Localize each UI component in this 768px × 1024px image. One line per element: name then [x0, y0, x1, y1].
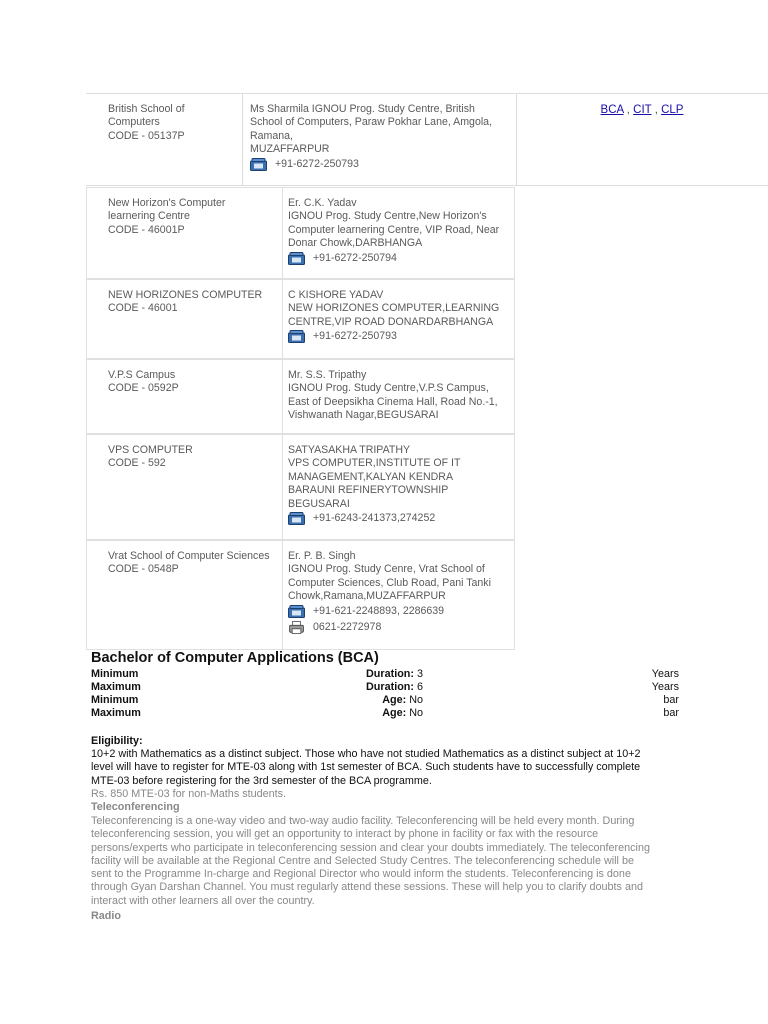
study-centre-row	[86, 359, 515, 434]
eligibility-heading: Eligibility:	[91, 735, 143, 747]
radio-heading: Radio	[91, 910, 121, 922]
phone-entry	[288, 605, 516, 618]
phone-number: +91-6243-241373,274252	[313, 512, 436, 525]
spec-unit: Years	[651, 668, 679, 680]
phone-number: +91-6272-250794	[313, 251, 397, 264]
spec-row	[91, 694, 679, 707]
study-centre-row	[86, 279, 515, 359]
telephone-icon	[288, 512, 305, 525]
centre-name-line: New Horizon's Computer	[108, 197, 226, 209]
programme-title: Bachelor of Computer Applications (BCA)	[91, 650, 379, 666]
address-line: MUZAFFARPUR	[250, 143, 330, 156]
telephone-icon	[288, 605, 305, 618]
address-line: BARAUNI REFINERYTOWNSHIP	[288, 484, 449, 497]
column-divider	[242, 94, 243, 185]
address-line: Computer learnering Centre, VIP Road, Near	[288, 223, 500, 236]
address-line: NEW HORIZONES COMPUTER,LEARNING	[288, 302, 500, 315]
address-line: MANAGEMENT,KALYAN KENDRA	[288, 470, 454, 483]
spec-value: No	[409, 694, 423, 706]
phone-entry	[288, 512, 516, 525]
address-line: CENTRE,VIP ROAD DONARDARBHANGA	[288, 315, 494, 328]
address-line: Er. P. B. Singh	[288, 550, 356, 562]
phone-entry	[288, 330, 516, 343]
column-divider	[282, 435, 283, 539]
fee-note: Rs. 850 MTE-03 for non-Maths students.	[91, 788, 287, 800]
fax-number: 0621-2272978	[313, 621, 382, 634]
telephone-icon	[250, 158, 267, 171]
spec-row	[91, 681, 679, 694]
spec-key: Duration:	[366, 668, 414, 680]
address-line: East of Deepsikha Cinema Hall, Road No.-1,	[288, 395, 498, 408]
address-line: IGNOU Prog. Study Cenre, Vrat School of	[288, 563, 485, 576]
column-divider	[282, 541, 283, 649]
address-line: Chowk,Ramana,MUZAFFARPUR	[288, 590, 446, 603]
centre-code: CODE - 0548P	[108, 563, 179, 576]
study-centre-row	[86, 93, 768, 186]
centre-name-line: V.P.S Campus	[108, 369, 176, 381]
phone-entry	[288, 252, 516, 265]
spec-unit: bar	[663, 707, 679, 719]
spec-value: No	[409, 707, 423, 719]
address-line: Vishwanath Nagar,BEGUSARAI	[288, 409, 439, 422]
column-divider	[282, 360, 283, 433]
centre-code: CODE - 05137P	[108, 129, 185, 142]
centre-name-cell	[108, 197, 280, 237]
centre-name-cell	[108, 550, 280, 577]
column-divider	[282, 188, 283, 278]
centre-name-line: NEW HORIZONES COMPUTER	[108, 289, 263, 301]
centre-name-line: Vrat School of Computer Sciences	[108, 550, 270, 562]
programme-link-bca[interactable]: BCA	[600, 104, 624, 116]
eligibility-text: 10+2 with Mathematics as a distinct subject. Those who have not studied Mathematics as a distinct subject at 10+2 level will have to register for MTE-03 along with 1st semester of BCA. Such students have to successfully complete MTE-03 before registering for the 3rd semester of the BCA programme.	[91, 748, 641, 787]
study-centre-row	[86, 540, 515, 650]
teleconferencing-heading: Teleconferencing	[91, 801, 180, 813]
spec-label: Minimum	[91, 694, 139, 706]
centre-name-cell	[108, 369, 280, 396]
address-line: Mr. S.S. Tripathy	[288, 369, 367, 381]
address-line: BEGUSARAI	[288, 497, 350, 510]
spec-key: Age:	[382, 694, 407, 706]
centre-name-cell	[108, 289, 280, 316]
centre-address-cell	[288, 550, 516, 634]
spec-row	[91, 707, 679, 720]
spec-label: Maximum	[91, 681, 141, 693]
address-line: Computer Sciences, Club Road, Pani Tanki	[288, 576, 491, 589]
spec-unit: bar	[663, 694, 679, 706]
study-centre-row	[86, 434, 515, 540]
phone-number: +91-6272-250793	[313, 330, 397, 343]
centre-address-cell	[288, 197, 516, 265]
centre-name-line: Computers	[108, 116, 160, 129]
spec-row	[91, 668, 679, 681]
spec-key: Age:	[382, 707, 407, 719]
centre-address-cell	[288, 289, 516, 344]
address-line: Ramana,	[250, 129, 293, 142]
phone-number: +91-6272-250793	[275, 157, 359, 170]
spec-label: Maximum	[91, 707, 141, 719]
fax-icon	[288, 621, 305, 634]
centre-address-cell	[288, 444, 516, 525]
address-line: Donar Chowk,DARBHANGA	[288, 237, 423, 250]
phone-entry	[250, 158, 516, 171]
study-centre-row	[86, 187, 515, 279]
spec-label: Minimum	[91, 668, 139, 680]
telephone-icon	[288, 252, 305, 265]
address-line: SATYASAKHA TRIPATHY	[288, 444, 411, 456]
centre-name-line: British School of	[108, 103, 185, 115]
centre-code: CODE - 46001	[108, 302, 178, 315]
programme-links: BCA , CIT , CLP	[600, 104, 684, 116]
spec-unit: Years	[651, 681, 679, 693]
fax-entry	[288, 621, 516, 634]
centre-code: CODE - 46001P	[108, 223, 185, 236]
telephone-icon	[288, 330, 305, 343]
centre-name-line: VPS COMPUTER	[108, 444, 193, 456]
address-line: IGNOU Prog. Study Centre,V.P.S Campus,	[288, 382, 489, 395]
column-divider	[282, 280, 283, 358]
address-line: Ms Sharmila IGNOU Prog. Study Centre, British	[250, 103, 475, 115]
centre-name-cell	[108, 103, 238, 143]
address-line: C KISHORE YADAV	[288, 289, 384, 301]
spec-value: 3	[416, 668, 423, 680]
centre-address-cell	[250, 103, 516, 171]
programme-link-clp[interactable]: CLP	[661, 104, 684, 116]
spec-value: 6	[416, 681, 423, 693]
centre-address-cell	[288, 369, 516, 423]
teleconferencing-text: Teleconferencing is a one-way video and two-way audio facility. Teleconferencing will be held every month. During teleconferencing session, you will get an opportunity to interact by phone in facility or fax with the resource persons/experts who participate in teleconferencing session and clear your doubts immediately. The teleconferencing facility will be available at the Regional Centre and Selected Study Centres. The teleconferencing schedule will be sent to the Programme In-charge and Regional Director who would inform the students. Teleconferencing is done through Gyan Darshan Channel. You must regularly attend these sessions. These will help you to clarify doubts and interact with other learners all over the country.	[91, 815, 650, 907]
address-line: IGNOU Prog. Study Centre,New Horizon's	[288, 210, 487, 223]
centre-name-cell	[108, 444, 280, 471]
address-line: School of Computers, Paraw Pokhar Lane, Amgola,	[250, 116, 493, 129]
spec-key: Duration:	[366, 681, 414, 693]
centre-code: CODE - 0592P	[108, 382, 179, 395]
programme-link-cit[interactable]: CIT	[633, 104, 652, 116]
address-line: VPS COMPUTER,INSTITUTE OF IT	[288, 457, 461, 470]
centre-name-line: learnering Centre	[108, 210, 190, 223]
phone-number: +91-621-2248893, 2286639	[313, 604, 445, 617]
address-line: Er. C.K. Yadav	[288, 197, 357, 209]
centre-code: CODE - 592	[108, 457, 166, 470]
